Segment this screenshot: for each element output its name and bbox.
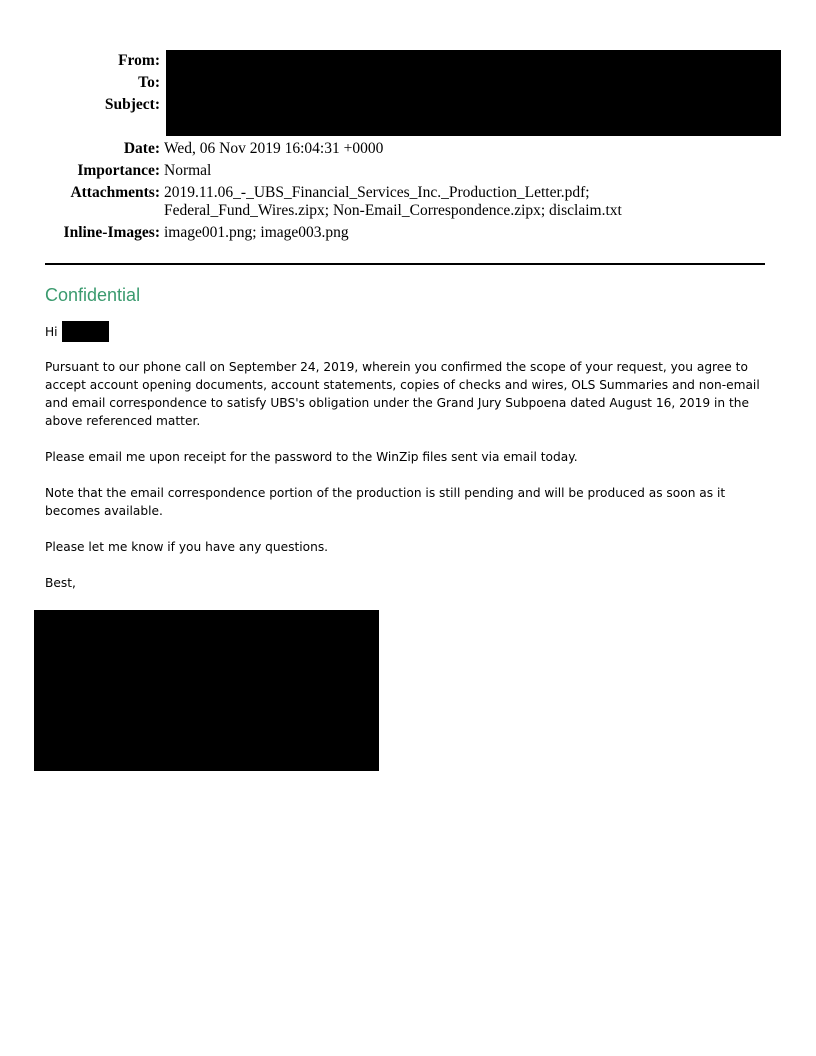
header-redaction — [166, 50, 781, 136]
signature-redaction — [34, 610, 379, 771]
body-paragraph-4: Please let me know if you have any questions. — [45, 540, 329, 554]
attachments-label: Attachments: — [70, 184, 160, 201]
inline-images-row — [40, 224, 780, 242]
importance-value: Normal — [164, 162, 212, 179]
body-paragraph-1: Pursuant to our phone call on September 24, 2019, wherein you confirmed the scope of your request, you agree to accept account opening documents, account statements, copies of checks and wires, OLS Summaries and non-email and email correspondence to satisfy UBS's obligation under the Grand Jury Subpoena dated August 16, 2019 in the above referenced matter. — [45, 360, 760, 428]
inline-images-label: Inline-Images: — [63, 224, 160, 241]
attachments-value[interactable]: 2019.11.06_-_UBS_Financial_Services_Inc._Production_Letter.pdf; Federal_Fund_Wires.zipx; Non-Email_Correspondence.zipx; disclaim.txt — [164, 184, 622, 219]
date-value: Wed, 06 Nov 2019 16:04:31 +0000 — [164, 140, 384, 157]
confidential-label: Confidential — [45, 285, 141, 305]
greeting — [45, 323, 58, 341]
header-divider — [45, 263, 765, 265]
from-label: From: — [118, 52, 160, 69]
importance-row — [40, 162, 780, 180]
recipient-name-redaction — [62, 321, 109, 342]
to-label: To: — [138, 74, 160, 91]
inline-images-value: image001.png; image003.png — [164, 224, 349, 241]
sign-off: Best, — [45, 576, 76, 590]
greeting-text: Hi — [45, 325, 58, 339]
subject-label: Subject: — [104, 96, 160, 113]
body-paragraph-2: Please email me upon receipt for the password to the WinZip files sent via email today. — [45, 450, 578, 464]
importance-label: Importance: — [77, 162, 160, 179]
attachments-row — [40, 184, 780, 220]
body-paragraph-3: Note that the email correspondence portion of the production is still pending and will be produced as soon as it becomes available. — [45, 486, 726, 518]
date-label: Date: — [123, 140, 160, 157]
date-row — [40, 140, 780, 158]
